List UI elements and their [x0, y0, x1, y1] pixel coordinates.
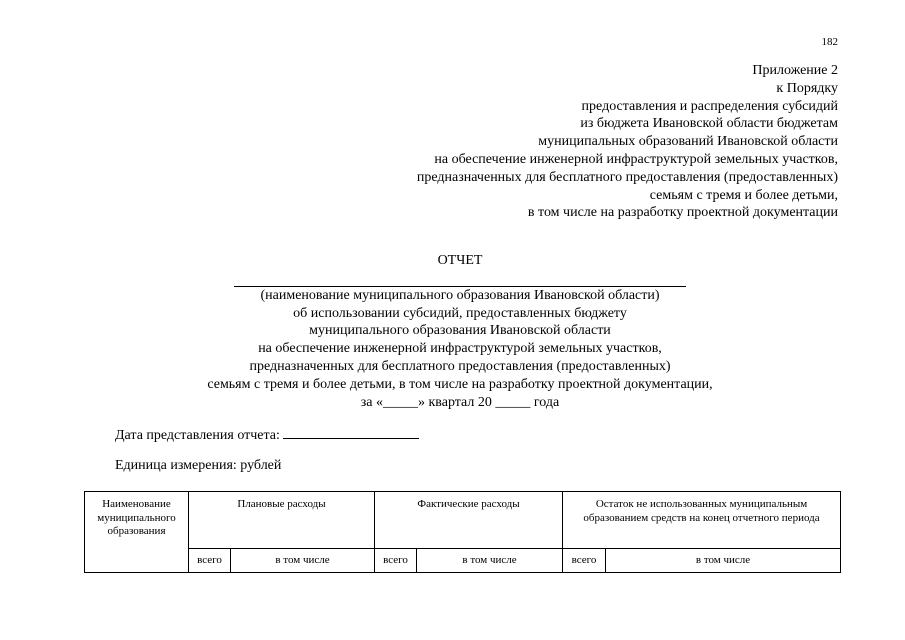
header-remainder: Остаток не использованных муниципальным образованием средств на конец отчетного периода — [563, 492, 841, 549]
header-municipality: Наименование муниципального образования — [85, 492, 189, 573]
header-actual: Фактические расходы — [375, 492, 563, 549]
date-field — [115, 426, 419, 444]
date-blank — [283, 426, 419, 439]
appendix-line: в том числе на разработку проектной документации — [527, 205, 838, 221]
appendix-line: семьям с тремя и более детьми, — [649, 187, 838, 203]
report-line: предназначенных для бесплатного предоставления (предоставленных) — [249, 358, 671, 374]
report-title: ОТЧЕТ — [437, 253, 483, 268]
header-planned: Плановые расходы — [189, 492, 375, 549]
remainder-including: в том числе — [606, 549, 841, 573]
report-table — [84, 491, 841, 573]
appendix-line: на обеспечение инженерной инфраструктурой земельных участков, — [434, 151, 838, 167]
actual-including: в том числе — [417, 549, 563, 573]
appendix-line: предоставления и распределения субсидий — [581, 98, 838, 114]
page-number: 182 — [821, 36, 838, 48]
report-period-line: за «_____» квартал 20 _____ года — [360, 394, 560, 410]
report-line: об использовании субсидий, предоставленных бюджету — [293, 305, 627, 321]
unit-label: Единица измерения: рублей — [115, 458, 282, 473]
table-subheader-row — [85, 549, 841, 573]
appendix-header — [417, 62, 838, 222]
appendix-line: из бюджета Ивановской области бюджетам — [580, 116, 838, 132]
planned-total: всего — [189, 549, 231, 573]
appendix-line: к Порядку — [776, 80, 838, 96]
report-line: муниципального образования Ивановской области — [309, 323, 611, 339]
actual-total: всего — [375, 549, 417, 573]
appendix-line: предназначенных для бесплатного предоставления (предоставленных) — [416, 169, 838, 185]
table-header-row — [85, 492, 841, 549]
report-line: (наименование муниципального образования Ивановской области) — [260, 287, 660, 303]
planned-including: в том числе — [231, 549, 375, 573]
municipality-name-line — [234, 272, 686, 287]
report-line: на обеспечение инженерной инфраструктурой земельных участков, — [258, 341, 662, 357]
date-label: Дата представления отчета: — [115, 428, 280, 443]
appendix-line: Приложение 2 — [752, 63, 838, 78]
unit-field — [115, 458, 281, 474]
remainder-total: всего — [563, 549, 606, 573]
report-title-block — [0, 252, 905, 411]
report-line: семьям с тремя и более детьми, в том числе на разработку проектной документации, — [207, 376, 713, 392]
appendix-line: муниципальных образований Ивановской области — [538, 134, 838, 150]
